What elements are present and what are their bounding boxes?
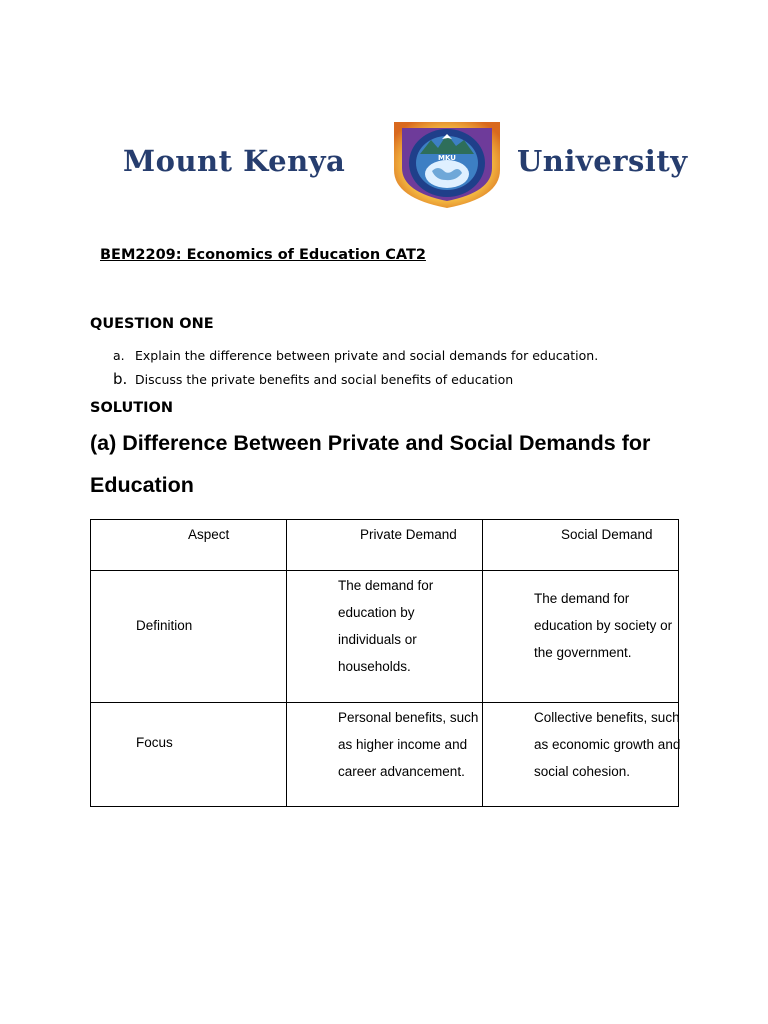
cell-line: as higher income and: [338, 737, 468, 752]
cell-line: as economic growth and: [534, 737, 681, 752]
cell-line: social cohesion.: [534, 764, 631, 779]
table-row-focus-private: [286, 702, 483, 807]
cell-line: Collective benefits, such: [534, 710, 680, 725]
cell-line: the government.: [534, 645, 632, 660]
brand-wordmark-left: Mount Kenya: [123, 144, 346, 178]
document-title: BEM2209: Economics of Education CAT2: [100, 247, 426, 263]
table-header-cell: [90, 519, 287, 571]
cell-text: [534, 704, 680, 785]
cell-line: career advancement.: [338, 764, 465, 779]
question-item-b: [113, 370, 513, 388]
cell-text: [534, 585, 672, 666]
aspect-label: Definition: [136, 618, 193, 633]
list-marker: b.: [113, 370, 128, 388]
question-item-a: [113, 348, 598, 363]
cell-text: [338, 704, 478, 785]
header-aspect: Aspect: [188, 527, 230, 542]
table-row-definition-private: [286, 570, 483, 703]
aspect-label: Focus: [136, 735, 173, 750]
university-seal-logo: [386, 116, 508, 210]
solution-heading: SOLUTION: [90, 400, 174, 416]
cell-line: households.: [338, 659, 411, 674]
question-text: Discuss the private benefits and social benefits of education: [135, 372, 514, 387]
list-marker: a.: [113, 348, 125, 363]
section-heading: (a) Difference Between Private and Social Demands for Education: [90, 431, 651, 497]
svg-text:MKU: MKU: [438, 154, 456, 162]
cell-line: The demand for: [534, 591, 630, 606]
header-social-demand: Social Demand: [561, 527, 653, 542]
comparison-table: [90, 519, 679, 807]
table-row-definition-social: [482, 570, 679, 703]
cell-line: education by society or: [534, 618, 673, 633]
cell-line: The demand for: [338, 578, 434, 593]
table-header-cell: [482, 519, 679, 571]
cell-line: education by: [338, 605, 415, 620]
table-header-cell: [286, 519, 483, 571]
cell-text: [338, 572, 433, 680]
table-row-definition-aspect: [90, 570, 287, 703]
table-row-focus-aspect: [90, 702, 287, 807]
cell-line: individuals or: [338, 632, 417, 647]
question-heading: QUESTION ONE: [90, 316, 214, 332]
table-row-focus-social: [482, 702, 679, 807]
brand-wordmark-right: University: [517, 144, 688, 178]
cell-line: Personal benefits, such: [338, 710, 479, 725]
question-text: Explain the difference between private and social demands for education.: [135, 348, 599, 363]
header-private-demand: Private Demand: [360, 527, 457, 542]
